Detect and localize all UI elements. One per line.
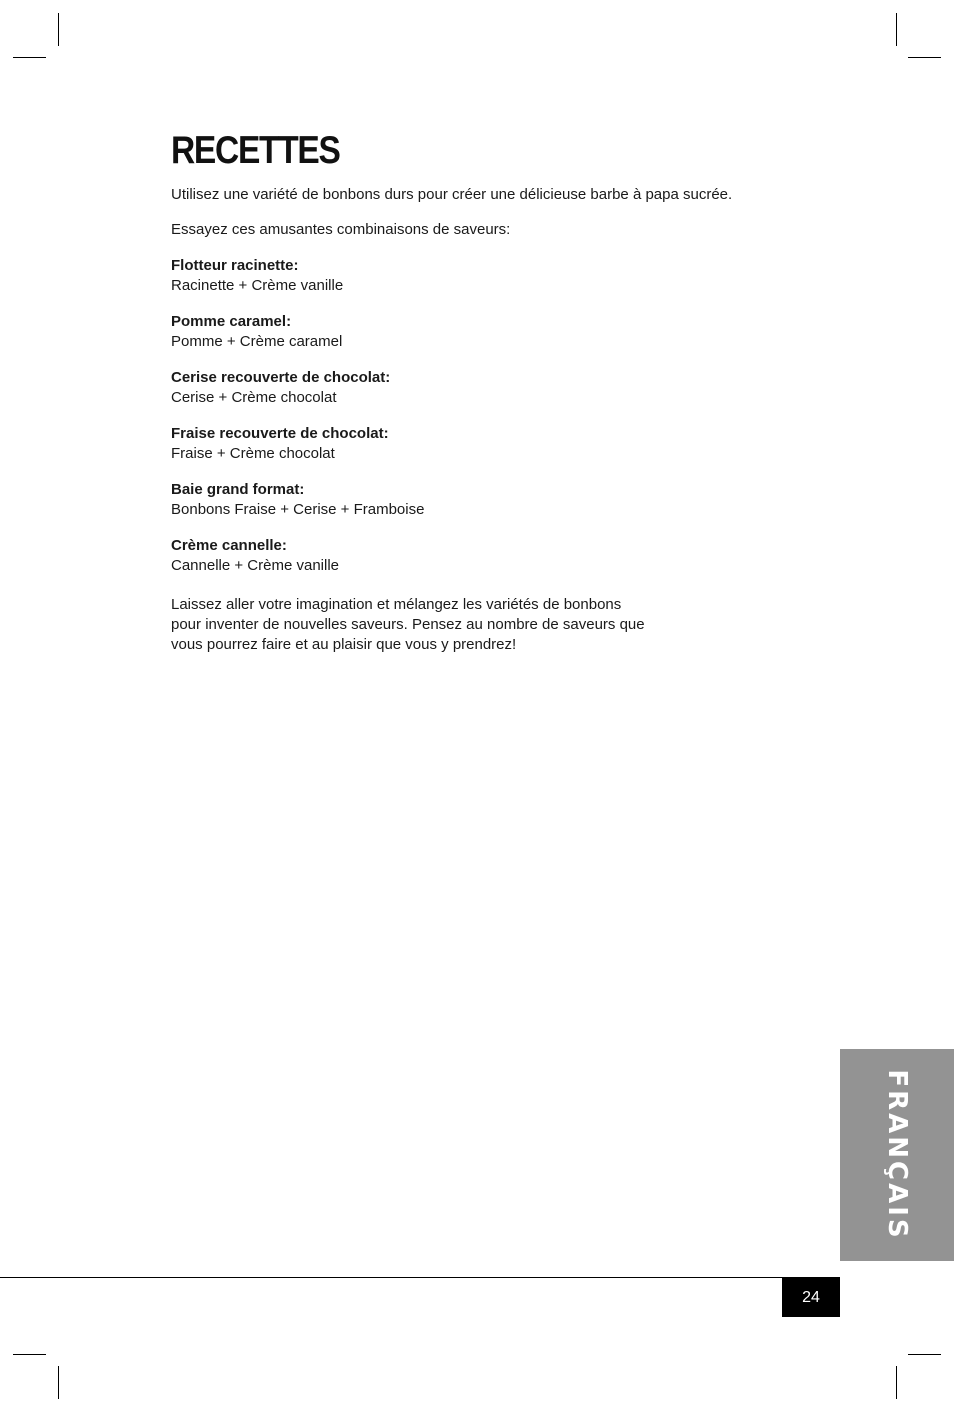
recipe-item — [171, 312, 791, 352]
recipe-name: Pomme caramel: — [171, 313, 292, 330]
recipe-item — [171, 424, 791, 464]
crop-mark — [896, 1366, 897, 1399]
recipe-desc: Pomme + Crème caramel — [171, 333, 343, 350]
crop-mark — [896, 13, 897, 46]
recipe-desc: Racinette + Crème vanille — [171, 277, 344, 294]
footer-rule — [0, 1277, 840, 1278]
crop-mark — [58, 1366, 59, 1399]
recipe-name: Fraise recouverte de chocolat: — [171, 425, 389, 442]
recipe-item — [171, 480, 791, 520]
crop-mark — [908, 57, 941, 58]
page-content — [171, 126, 791, 670]
page-title: RECETTES — [171, 129, 340, 172]
crop-mark — [908, 1354, 941, 1355]
crop-mark — [58, 13, 59, 46]
recipe-name: Cerise recouverte de chocolat: — [171, 369, 391, 386]
recipe-desc: Fraise + Crème chocolat — [171, 445, 335, 462]
recipe-name: Crème cannelle: — [171, 537, 287, 554]
recipe-name: Baie grand format: — [171, 481, 305, 498]
recipe-desc: Bonbons Fraise + Cerise + Framboise — [171, 501, 425, 518]
crop-mark — [13, 57, 46, 58]
language-tab-label: FRANÇAIS — [882, 1069, 912, 1241]
recipe-name: Flotteur racinette: — [171, 257, 299, 274]
recipe-item — [171, 256, 791, 296]
page-number: 24 — [782, 1278, 840, 1317]
closing-text: Laissez aller votre imagination et mélangez les variétés de bonbons pour inventer de nouvelles saveurs. Pensez au nombre de saveurs que vous pourrez faire et au plaisir que vous y prendrez! — [171, 596, 645, 653]
crop-mark — [13, 1354, 46, 1355]
recipe-item — [171, 368, 791, 408]
recipe-desc: Cannelle + Crème vanille — [171, 557, 340, 574]
combos-intro-text: Essayez ces amusantes combinaisons de saveurs: — [171, 221, 511, 238]
recipe-desc: Cerise + Crème chocolat — [171, 389, 337, 406]
language-tab — [840, 1049, 954, 1261]
intro-text: Utilisez une variété de bonbons durs pour créer une délicieuse barbe à papa sucrée. — [171, 186, 733, 203]
recipe-item — [171, 536, 791, 576]
